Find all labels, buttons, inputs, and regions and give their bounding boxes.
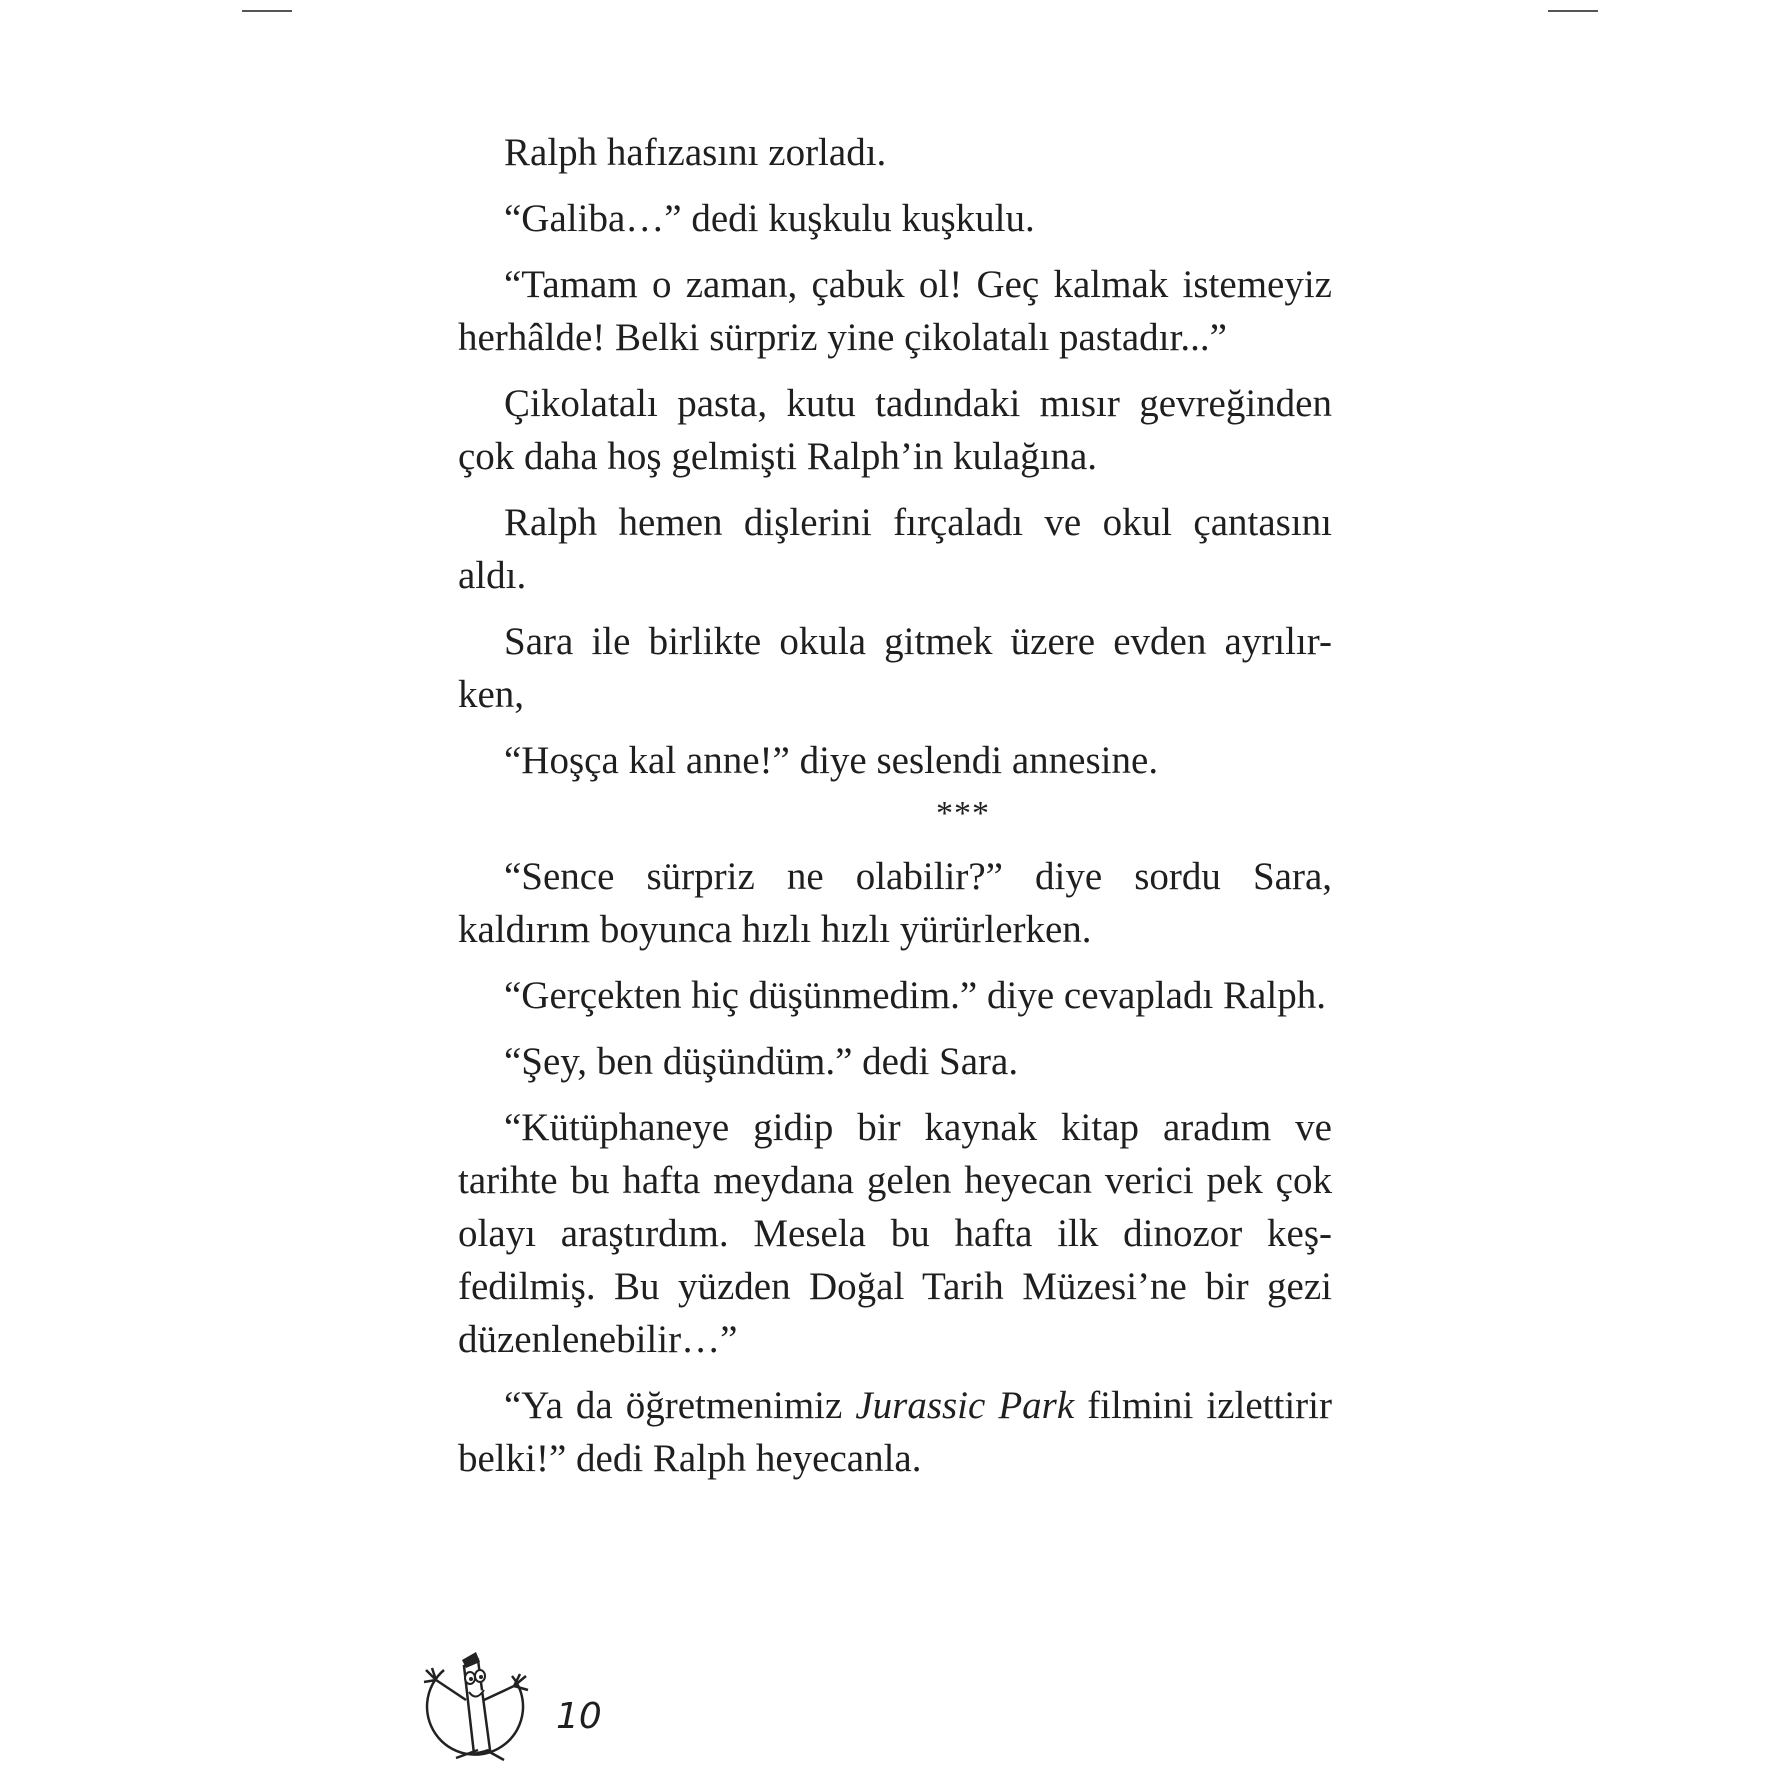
paragraph: “Gerçekten hiç düşünmedim.” diye cevapladı Ralph. xyxy=(504,974,1326,1017)
ralph-pencil-mascot-icon xyxy=(416,1640,536,1765)
paragraph: “Sence sürpriz ne olabilir?” diye sordu Sara, kaldırım boyunca hızlı hızlı yürürlerken. xyxy=(458,855,1332,951)
paragraph-text: “Ya da öğretmenimiz xyxy=(504,1384,856,1427)
paragraph: Çikolatalı pasta, kutu tadındaki mısır gevreğinden çok daha hoş gelmişti Ralph’in kulağına. xyxy=(458,382,1332,478)
paragraph: “Kütüphaneye gidip bir kaynak kitap aradım ve tarihte bu hafta meydana gelen heyecan verici pek çok olayı araştırdım. Mesela bu hafta ilk dinozor keş-fedilmiş. Bu yüzden Doğal Tarih Müzesi’ne bir gezi düzenlenebilir…” xyxy=(458,1106,1332,1361)
paragraph: “Şey, ben düşündüm.” dedi Sara. xyxy=(504,1040,1019,1083)
paragraph: Sara ile birlikte okula gitmek üzere evden ayrılır-ken, xyxy=(458,620,1332,716)
paragraph: Ralph hemen dişlerini fırçaladı ve okul çantasını aldı. xyxy=(458,501,1332,597)
page-footer xyxy=(416,1640,616,1770)
page-body xyxy=(458,126,1332,1498)
crop-mark-left xyxy=(242,10,292,12)
paragraph: Ralph hafızasını zorladı. xyxy=(504,131,887,174)
crop-mark-right xyxy=(1548,10,1598,12)
paragraph: “Hoşça kal anne!” diye seslendi annesine. xyxy=(504,739,1159,782)
paragraph: “Tamam o zaman, çabuk ol! Geç kalmak istemeyiz herhâlde! Belki sürpriz yine çikolatalı pastadır...” xyxy=(458,263,1332,359)
paragraph-text: filmini izlettirir belki!” dedi Ralph heyecanla. xyxy=(458,1384,1332,1480)
paragraph-last xyxy=(458,1379,1332,1485)
film-title: Jurassic Park xyxy=(855,1384,1075,1427)
page-number: 10 xyxy=(556,1696,602,1737)
paragraph: “Galiba…” dedi kuşkulu kuşkulu. xyxy=(504,197,1035,240)
section-separator: *** xyxy=(936,795,990,832)
